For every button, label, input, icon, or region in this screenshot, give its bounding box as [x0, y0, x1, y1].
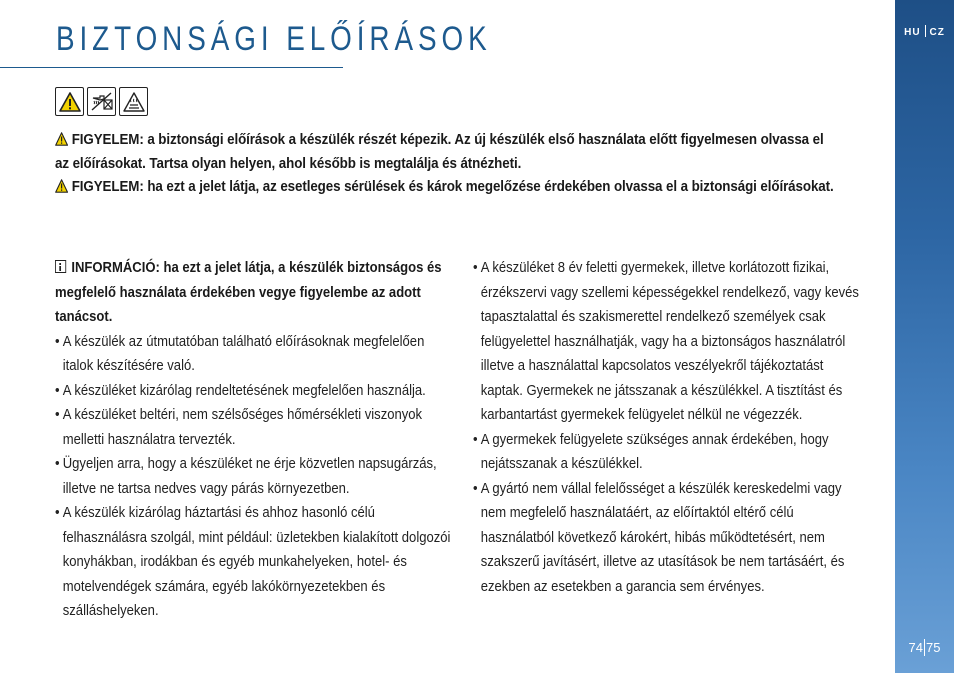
page-title: BIZTONSÁGI ELŐÍRÁSOK: [56, 20, 492, 58]
warning-notice-2: [55, 176, 838, 200]
warning-text: ha ezt a jelet látja, az esetleges sérülések és károk megelőzése érdekében olvassa el a biztonsági előírásokat.: [143, 178, 834, 195]
list-item: • A gyermekek felügyelete szükséges annak érdekében, hogy nejátsszanak a készülékkel.: [473, 428, 864, 477]
right-column: [473, 256, 864, 599]
list-item: • A készülék az útmutatóban található előírásoknak megfelelően italok készítésére való.: [55, 330, 451, 379]
side-tab: [895, 0, 954, 673]
warning-triangle-icon: [55, 87, 84, 116]
left-column: [55, 256, 451, 624]
language-indicator: [895, 25, 954, 38]
title-underline: [0, 67, 343, 68]
page-number-right: 75: [926, 640, 941, 655]
lang-cz: CZ: [929, 27, 945, 38]
safety-icon-row: [55, 87, 148, 116]
warning-triangle-icon: [55, 178, 68, 200]
warning-triangle-icon: [55, 131, 68, 153]
right-bullet-list: [473, 256, 864, 599]
list-item: • A készülék kizárólag háztartási és ahhoz hasonló célú felhasználásra szolgál, mint például: üzletekben kialakított dolgozói konyhákban, irodákban és egyéb munkahelyeken, hotel- és motelvendégek számára, egyéb lakókörnyezetekben és szálláshelyeken.: [55, 501, 451, 624]
page-divider: [924, 639, 925, 656]
warning-notice-1: [55, 129, 838, 175]
warning-text: a biztonsági előírások a készülék részét képezik. Az új készülék első használata előtt figyelmesen olvassa el az előírásokat. Tartsa olyan helyen, ahol később is megtalálja és átnézheti.: [55, 131, 824, 172]
page-numbers: [895, 639, 954, 656]
info-heading: [55, 256, 451, 330]
page-number-left: 74: [908, 640, 923, 655]
lang-divider: [925, 25, 926, 37]
list-item: • Ügyeljen arra, hogy a készüléket ne érje közvetlen napsugárzás, illetve ne tartsa nedves vagy párás környezetben.: [55, 452, 451, 501]
info-heading-text: INFORMÁCIÓ: ha ezt a jelet látja, a készülék biztonságos és megfelelő használata érdekében vegye figyelembe az adott tanácsot.: [55, 259, 442, 325]
list-item: • A készüléket kizárólag rendeltetésének megfelelően használja.: [55, 379, 451, 404]
list-item: • A gyártó nem vállal felelősséget a készülék kereskedelmi vagy nem megfelelő használatáért, az előírtaktól eltérő célú használatból következő károkért, hibás működtetésért, nem szakszerű javításért, illetve az utasítások be nem tartásáért, és ezekben az esetekben a garancia sem érvényes.: [473, 477, 864, 600]
no-water-spray-icon: [87, 87, 116, 116]
hot-surface-icon: [119, 87, 148, 116]
warning-label: FIGYELEM:: [71, 131, 144, 148]
warning-label: FIGYELEM:: [71, 178, 144, 195]
left-bullet-list: [55, 330, 451, 624]
lang-hu: HU: [904, 27, 921, 38]
list-item: • A készüléket beltéri, nem szélsőséges hőmérsékleti viszonyok melletti használatra tervezték.: [55, 403, 451, 452]
list-item: • A készüléket 8 év feletti gyermekek, illetve korlátozott fizikai, érzékszervi vagy szellemi képességekkel rendelkező, vagy kevés tapasztalattal és szakismerettel rendelkező személyek csak felügyelettel használhatják, vagy ha a biztonságos használatról illetve a használattal kapcsolatos veszélyekről tájékoztatást kaptak. Gyermekek ne játsszanak a készülékkel. A tisztítást és karbantartást gyermekek felügyelet nélkül ne végezzék.: [473, 256, 864, 428]
info-icon: [55, 260, 66, 273]
